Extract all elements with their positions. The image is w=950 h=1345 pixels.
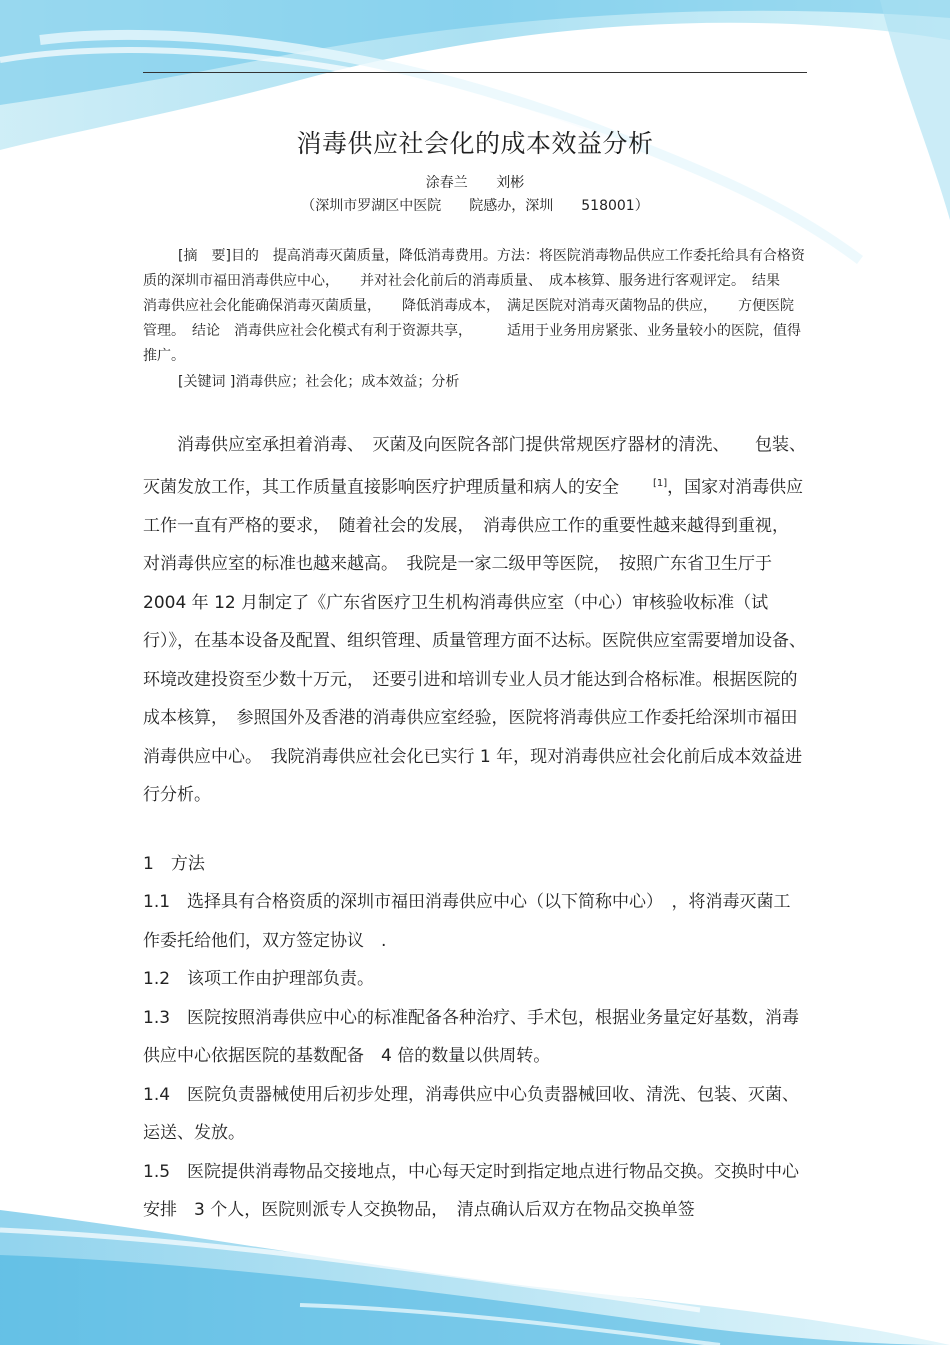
method-items	[143, 883, 807, 1230]
abstract-label: [摘 要]	[178, 248, 231, 264]
header-rule	[143, 72, 807, 73]
intro-paragraph	[143, 426, 815, 815]
author-name: 刘彬	[496, 175, 525, 191]
author-name: 涂春兰	[425, 175, 468, 191]
keywords-label: [关键词 ]	[178, 374, 236, 390]
abstract	[143, 244, 807, 369]
author-list	[0, 172, 950, 192]
section-heading: 1 方法	[143, 854, 205, 874]
method-item: 1.5 医院提供消毒物品交接地点，中心每天定时到指定地点进行物品交换。交换时中心安排 3 个人，医院则派专人交换物品， 清点确认后双方在物品交换单签	[143, 1161, 800, 1220]
method-item: 1.3 医院按照消毒供应中心的标准配备各种治疗、手术包，根据业务量定好基数，消毒供应中心依据医院的基数配备 4 倍的数量以供周转。	[143, 1007, 800, 1066]
method-item: 1.1 选择具有合格资质的深圳市福田消毒供应中心（以下简称中心） ，将消毒灭菌工作委托给他们，双方签定协议 .	[143, 892, 791, 951]
method-item: 1.4 医院负责器械使用后初步处理，消毒供应中心负责器械回收、清洗、包装、灭菌、运送、发放。	[143, 1084, 800, 1143]
citation-ref[interactable]: [1]	[653, 477, 668, 489]
affiliation: （深圳市罗湖区中医院 院感办，深圳 518001）	[301, 198, 649, 214]
paper-title: 消毒供应社会化的成本效益分析	[296, 129, 654, 158]
keywords	[143, 370, 807, 395]
method-item: 1.2 该项工作由护理部负责。	[143, 969, 375, 989]
intro-text: ，国家对消毒供应工作一直有严格的要求， 随着社会的发展， 消毒供应工作的重要性越来越得到重视， 对消毒供应室的标准也越来越高。 我院是一家二级甲等医院， 按照广东省卫生厅于 2004 年 12 月制定了《广东省医疗卫生机构消毒供应室（中心）审核验收标准（试行）》，在基本设备及配置、组织管理、质量管理方面不达标。医院供应室需要增加设备、 环境改建投资至少数十万元， 还要引进和培训专业人员才能达到合格标准。根据医院的成本核算， 参照国外及香港的消毒供应室经验，医院将消毒供应工作委托给深圳市福田消毒供应中心。 我院消毒供应社会化已实行 1 年，现对消毒供应社会化前后成本效益进行分析。	[143, 477, 815, 806]
intro-text: 消毒供应室承担着消毒、 灭菌及向医院各部门提供常规医疗器材的清洗、 包装、灭菌发放工作，其工作质量直接影响医疗护理质量和病人的安全	[143, 435, 806, 498]
abstract-text: 目的 提高消毒灭菌质量，降低消毒费用。方法：将医院消毒物品供应工作委托给具有合格资质的深圳市福田消毒供应中心， 并对社会化前后的消毒质量、 成本核算、服务进行客观评定。 结果 消毒供应社会化能确保消毒灭菌质量， 降低消毒成本， 满足医院对消毒灭菌物品的供应， 方便医院管理。 结论 消毒供应社会化模式有利于资源共享， 适用于业务用房紧张、业务量较小的医院，值得推广。	[143, 248, 805, 364]
keywords-text: 消毒供应；社会化；成本效益；分析	[235, 374, 460, 390]
